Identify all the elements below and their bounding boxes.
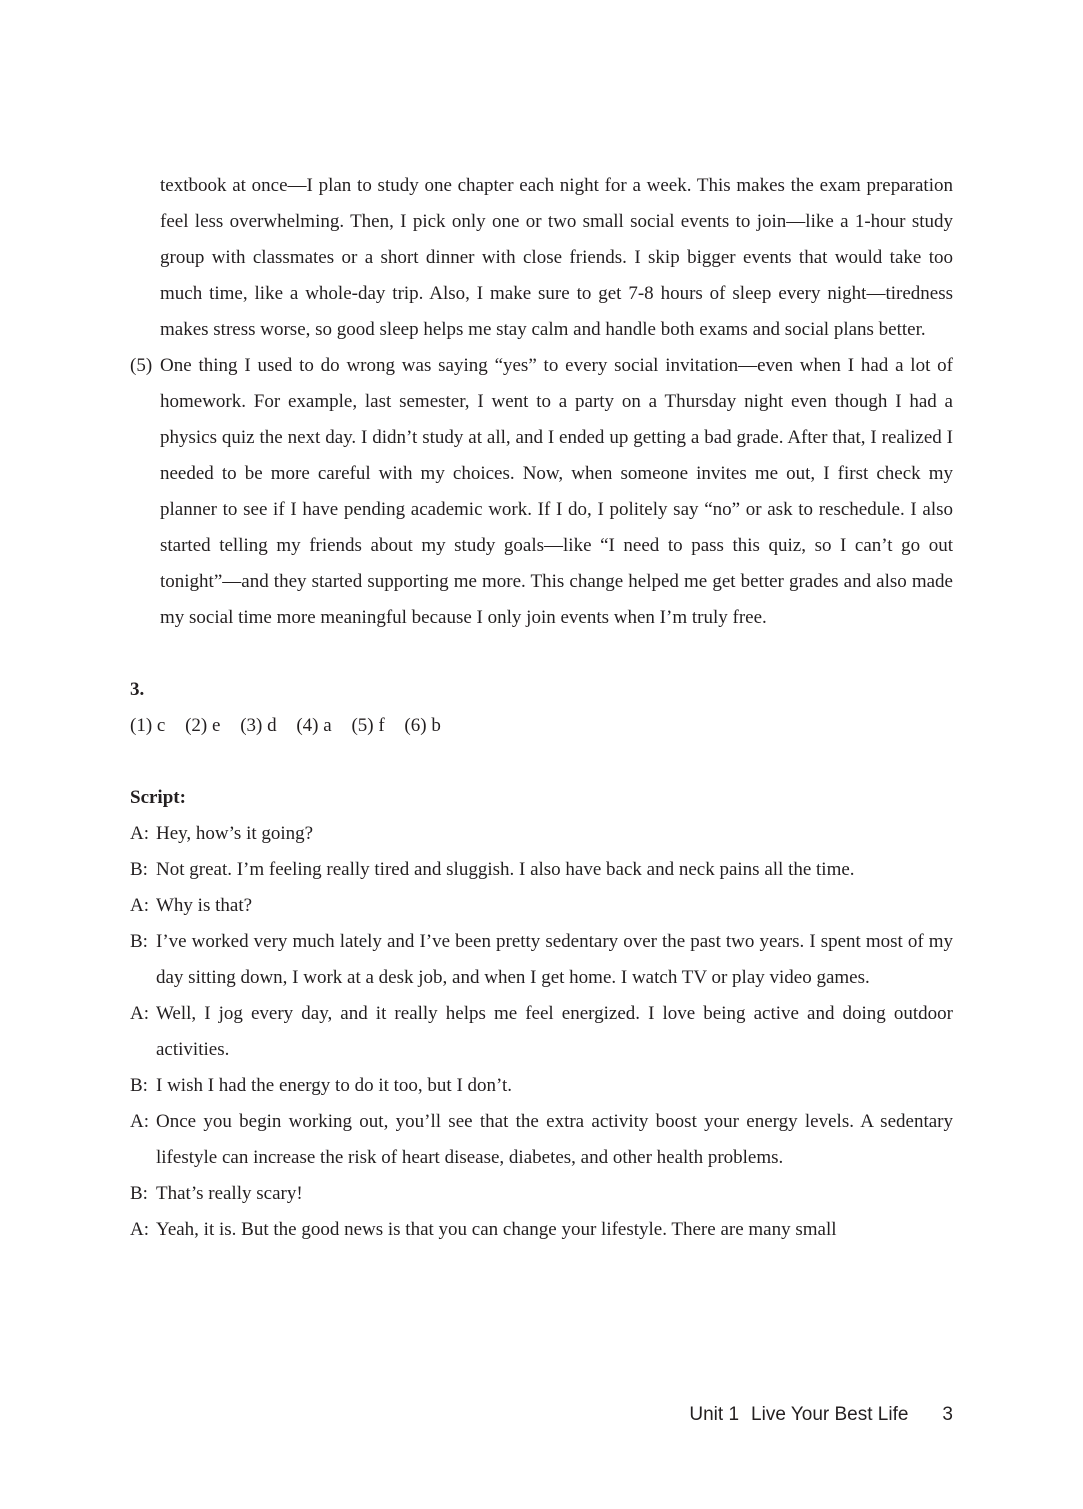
speaker-label: A: [130, 1003, 149, 1024]
dialogue-text: Well, I jog every day, and it really helps me feel energized. I love being active and doing outdoor activities. [156, 1003, 953, 1060]
script-heading: Script: [130, 787, 186, 808]
dialogue-text: I wish I had the energy to do it too, but I don’t. [156, 1075, 513, 1096]
dialogue-line [130, 816, 953, 852]
speaker-label: A: [130, 1219, 149, 1240]
dialogue-line [130, 1104, 953, 1176]
dialogue-line [130, 1176, 953, 1212]
speaker-label: B: [130, 931, 148, 952]
footer-title: Live Your Best Life [751, 1404, 909, 1425]
answer-3: (3) d [240, 715, 277, 736]
page-footer [600, 1404, 953, 1426]
dialogue-line [130, 1068, 953, 1104]
answer-5: (5) f [351, 715, 385, 736]
answer-item-5 [130, 348, 953, 636]
dialogue-line [130, 852, 953, 888]
item-text: One thing I used to do wrong was saying “yes” to every social invitation—even when I had a lot of homework. For example, last semester, I went to a party on a Thursday night even though I had a physics quiz the next day. I didn’t study at all, and I ended up getting a bad grade. After that, I realized I needed to be more careful with my choices. Now, when someone invites me out, I first check my planner to see if I have pending academic work. If I do, I politely say “no” or ask to reschedule. I also started telling my friends about my study goals—like “I need to pass this quiz, so I can’t go out tonight”—and they started supporting me more. This change helped me get better grades and also made my social time more meaningful because I only join events when I’m truly free. [160, 355, 953, 628]
page-content [130, 168, 953, 1248]
speaker-label: B: [130, 1183, 148, 1204]
item-number: (5) [130, 355, 153, 376]
answer-6: (6) b [404, 715, 441, 736]
dialogue-text: I’ve worked very much lately and I’ve been pretty sedentary over the past two years. I spent most of my day sitting down, I work at a desk job, and when I get home. I watch TV or play video games. [156, 931, 953, 988]
continued-paragraph: textbook at once—I plan to study one chapter each night for a week. This makes the exam preparation feel less overwhelming. Then, I pick only one or two small social events to join—like a 1-hour study group with classmates or a short dinner with close friends. I skip bigger events that would take too much time, like a whole-day trip. Also, I make sure to get 7-8 hours of sleep every night—tiredness makes stress worse, so good sleep helps me stay calm and handle both exams and social plans better. [160, 175, 953, 340]
dialogue-text: Yeah, it is. But the good news is that you can change your lifestyle. There are many small [156, 1219, 837, 1240]
dialogue-text: Hey, how’s it going? [156, 823, 314, 844]
answer-1: (1) c [130, 715, 166, 736]
script-dialogue [130, 816, 953, 1248]
answer-2: (2) e [185, 715, 221, 736]
dialogue-text: Once you begin working out, you’ll see that the extra activity boost your energy levels. A sedentary lifestyle can increase the risk of heart disease, diabetes, and other health problems. [156, 1111, 953, 1168]
footer-unit: Unit 1 [689, 1404, 740, 1425]
dialogue-line [130, 1212, 953, 1248]
dialogue-line [130, 888, 953, 924]
speaker-label: A: [130, 895, 149, 916]
page-number: 3 [942, 1404, 953, 1425]
speaker-label: A: [130, 1111, 149, 1132]
speaker-label: A: [130, 823, 149, 844]
answer-4: (4) a [296, 715, 332, 736]
speaker-label: B: [130, 1075, 148, 1096]
section-3-heading: 3. [130, 679, 145, 700]
dialogue-line [130, 996, 953, 1068]
dialogue-text: Not great. I’m feeling really tired and sluggish. I also have back and neck pains all the time. [156, 859, 855, 880]
answer-key [130, 708, 953, 744]
dialogue-line [130, 924, 953, 996]
dialogue-text: That’s really scary! [156, 1183, 303, 1204]
dialogue-text: Why is that? [156, 895, 253, 916]
speaker-label: B: [130, 859, 148, 880]
